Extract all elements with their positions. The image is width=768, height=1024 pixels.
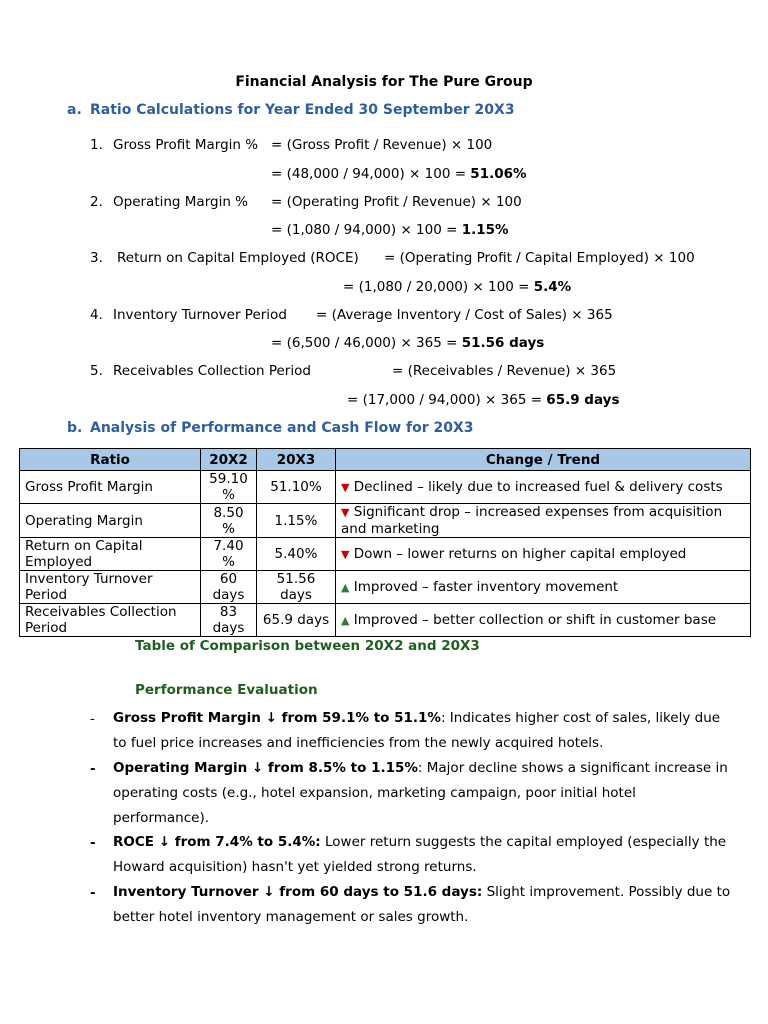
trend-text: Declined – likely due to increased fuel & delivery costs (353, 478, 723, 495)
calc-2-formula: = (Operating Profit / Revenue) × 100 (271, 194, 522, 210)
value-20x3-cell: 5.40% (257, 538, 336, 571)
trend-cell (336, 471, 751, 504)
calc-4-label: Inventory Turnover Period (113, 307, 287, 323)
table-row (20, 538, 751, 571)
evaluation-item-bold: Gross Profit Margin ↓ from 59.1% to 51.1% (113, 710, 441, 726)
evaluation-item-roce (113, 830, 733, 880)
bullet-marker: - (90, 711, 95, 727)
calc-1-label: Gross Profit Margin % (113, 137, 259, 153)
evaluation-item-bold: Operating Margin ↓ from 8.5% to 1.15% (113, 760, 418, 776)
value-20x2-cell: 7.40 % (201, 538, 257, 571)
trend-text: Improved – faster inventory movement (353, 578, 619, 595)
calc-5-formula: = (Receivables / Revenue) × 365 (392, 363, 617, 379)
table-row (20, 571, 751, 604)
calc-5-calc-text: = (17,000 / 94,000) × 365 = (347, 392, 547, 408)
calc-2-label: Operating Margin % (113, 194, 249, 210)
calc-5-calculation (347, 392, 620, 408)
evaluation-item-text: Lower return suggests the capital employed (especially the Howard acquisition) hasn't yet yielded strong returns. (113, 834, 727, 875)
value-20x2-cell: 83 days (201, 604, 257, 637)
calc-3-formula: = (Operating Profit / Capital Employed) × 100 (384, 250, 695, 266)
ratio-cell: Receivables Collection Period (20, 604, 201, 637)
calc-5-label: Receivables Collection Period (113, 363, 311, 379)
section-a-heading: Ratio Calculations for Year Ended 30 September 20X3 (90, 102, 515, 118)
evaluation-item-bold: Inventory Turnover ↓ from 60 days to 51.6 days: (113, 884, 483, 900)
trend-cell (336, 571, 751, 604)
ratio-cell: Return on Capital Employed (20, 538, 201, 571)
calc-4-formula: = (Average Inventory / Cost of Sales) × 365 (316, 307, 613, 323)
calc-3-label: Return on Capital Employed (ROCE) (117, 250, 359, 266)
calc-4-number: 4. (90, 307, 103, 323)
section-a-marker: a. (67, 102, 82, 118)
table-row (20, 504, 751, 538)
evaluation-heading: Performance Evaluation (135, 682, 318, 698)
calc-2-result: 1.15% (461, 222, 509, 238)
value-20x2-cell: 59.10 % (201, 471, 257, 504)
bullet-marker: - (90, 885, 96, 901)
up-arrow-icon: ▲ (341, 580, 350, 594)
evaluation-item-text: : Major decline shows a significant increase in operating costs (e.g., hotel expansion, marketing campaign, poor initial hotel performance). (113, 760, 728, 826)
value-20x3-cell: 51.10% (257, 471, 336, 504)
ratio-cell: Gross Profit Margin (20, 471, 201, 504)
trend-text: Significant drop – increased expenses from acquisition and marketing (341, 504, 723, 537)
trend-text: Improved – better collection or shift in customer base (353, 611, 717, 628)
calc-1-result: 51.06% (470, 166, 527, 182)
section-b-heading: Analysis of Performance and Cash Flow for 20X3 (90, 420, 474, 436)
header-20x2: 20X2 (201, 449, 257, 471)
evaluation-item-inventory (113, 880, 733, 930)
header-ratio: Ratio (20, 449, 201, 471)
header-change-trend: Change / Trend (336, 449, 751, 471)
calc-3-number: 3. (90, 250, 103, 266)
value-20x2-cell: 60 days (201, 571, 257, 604)
calc-2-calc-text: = (1,080 / 94,000) × 100 = (271, 222, 462, 238)
calc-1-formula: = (Gross Profit / Revenue) × 100 (271, 137, 493, 153)
trend-cell (336, 604, 751, 637)
ratio-cell: Operating Margin (20, 504, 201, 538)
calc-1-calc-text: = (48,000 / 94,000) × 100 = (271, 166, 471, 182)
comparison-table (19, 448, 751, 637)
calc-4-calculation (271, 335, 544, 351)
up-arrow-icon: ▲ (341, 613, 350, 627)
calc-4-calc-text: = (6,500 / 46,000) × 365 = (271, 335, 462, 351)
calc-5-result: 65.9 days (546, 392, 620, 408)
calc-3-calc-text: = (1,080 / 20,000) × 100 = (343, 279, 534, 295)
value-20x3-cell: 65.9 days (257, 604, 336, 637)
table-row (20, 604, 751, 637)
ratio-cell: Inventory Turnover Period (20, 571, 201, 604)
trend-cell (336, 504, 751, 538)
evaluation-item-gross-profit (113, 706, 733, 756)
evaluation-item-bold: ROCE ↓ from 7.4% to 5.4%: (113, 834, 321, 850)
bullet-marker: - (90, 761, 96, 777)
trend-cell (336, 538, 751, 571)
down-arrow-icon: ▼ (341, 480, 350, 494)
down-arrow-icon: ▼ (341, 547, 350, 561)
evaluation-item-text: : Indicates higher cost of sales, likely due to fuel price increases and inefficiencies from the newly acquired hotels. (113, 710, 721, 751)
calc-2-calculation (271, 222, 509, 238)
calc-1-number: 1. (90, 137, 103, 153)
calc-4-result: 51.56 days (461, 335, 545, 351)
table-caption: Table of Comparison between 20X2 and 20X3 (135, 638, 480, 654)
calc-3-result: 5.4% (533, 279, 572, 295)
section-b-marker: b. (67, 420, 83, 436)
down-arrow-icon: ▼ (341, 506, 350, 519)
bullet-marker: - (90, 835, 96, 851)
header-20x3: 20X3 (257, 449, 336, 471)
table-header-row (20, 449, 751, 471)
calc-3-calculation (343, 279, 571, 295)
value-20x3-cell: 51.56 days (257, 571, 336, 604)
evaluation-item-operating-margin (113, 756, 733, 831)
table-row (20, 471, 751, 504)
value-20x2-cell: 8.50 % (201, 504, 257, 538)
calc-5-number: 5. (90, 363, 103, 379)
calc-2-number: 2. (90, 194, 103, 210)
trend-text: Down – lower returns on higher capital employed (353, 545, 687, 562)
document-title: Financial Analysis for The Pure Group (235, 74, 533, 90)
value-20x3-cell: 1.15% (257, 504, 336, 538)
calc-1-calculation (271, 166, 527, 182)
evaluation-item-text: Slight improvement. Possibly due to better hotel inventory management or sales growth. (113, 884, 731, 925)
